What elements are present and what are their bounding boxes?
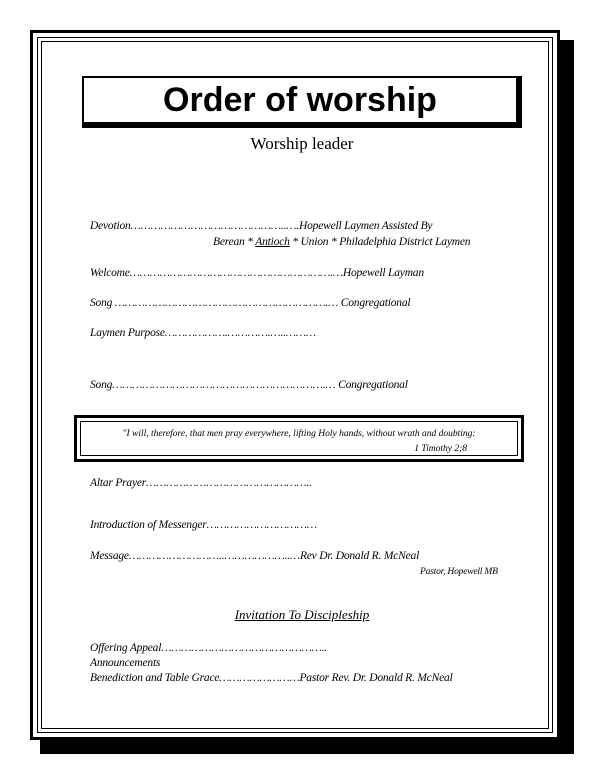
scripture-box-inner: [80, 421, 518, 456]
offering-appeal-line: Offering Appeal…………………………………………..: [90, 642, 327, 654]
scripture-box: [74, 415, 524, 462]
benediction-line: Benediction and Table Grace……………………Pastor Rev. Dr. Donald R. McNeal: [90, 672, 453, 684]
devotion-churches-suffix: * Union * Philadelphia District Laymen: [289, 236, 471, 248]
devotion-churches-line: [213, 236, 470, 248]
altar-prayer-line: Altar Prayer…………………………………………..: [90, 477, 312, 489]
antioch-text: Antioch: [255, 236, 290, 248]
song-line-1: Song ……………………………………………………….… Congregational: [90, 297, 411, 309]
song-line-2: Song……………………………………………………….… Congregational: [90, 379, 408, 391]
title-frame: [82, 76, 518, 124]
announcements-line: Announcements: [90, 657, 161, 669]
welcome-line: Welcome…………………………………………………….…Hopewell Layman: [90, 267, 424, 279]
devotion-line: Devotion………………………………………..….Hopewell Laymen Assisted By: [90, 220, 433, 232]
title-box: [82, 76, 522, 128]
laymen-purpose-line: Laymen Purpose……………….………….…..………: [90, 327, 316, 339]
devotion-churches-prefix: Berean *: [213, 236, 256, 248]
page-title: Order of worship: [163, 80, 437, 119]
worship-leader-label: Worship leader: [250, 134, 354, 153]
scripture-reference: 1 Timothy 2;8: [414, 444, 467, 454]
scripture-quote: "I will, therefore, that men pray everywhere, lifting Holy hands, without wrath and doubting:: [122, 429, 476, 439]
invitation-heading: Invitation To Discipleship: [234, 607, 370, 622]
message-line: Message………………………..………………..…Rev Dr. Donald R. McNeal: [90, 550, 420, 562]
introduction-line: Introduction of Messenger……………………………: [90, 519, 317, 531]
pastor-title: Pastor, Hopewell MB: [420, 567, 498, 577]
